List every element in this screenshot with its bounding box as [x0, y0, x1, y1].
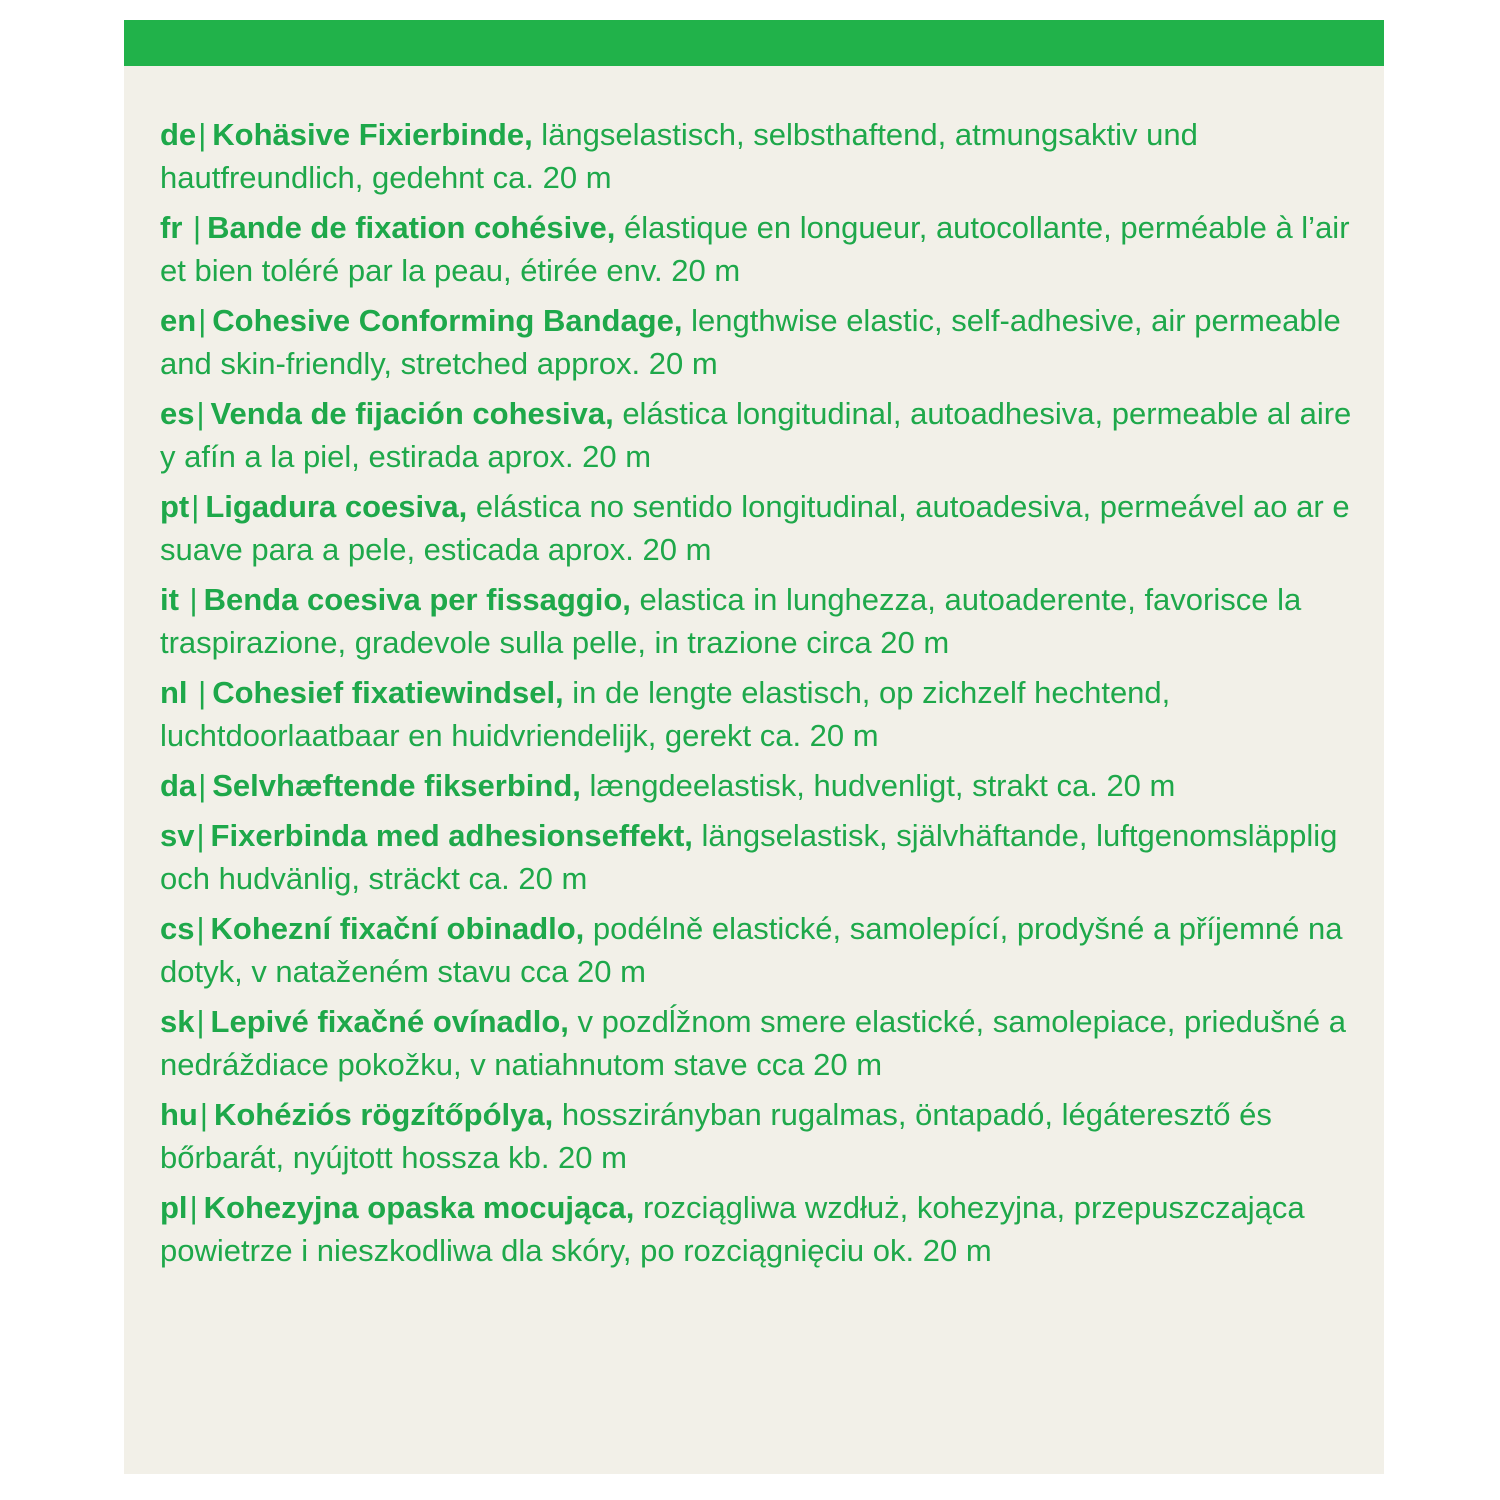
separator: | — [189, 1190, 198, 1225]
language-code: es — [160, 396, 195, 431]
entry-da — [160, 764, 1360, 807]
language-code: fr — [160, 210, 183, 245]
product-description: v pozdĺžnom smere elastické, samolepiace, priedušné a nedráždiace pokožku, v natiahnutom stave cca 20 m — [160, 1004, 1346, 1082]
language-code: hu — [160, 1097, 198, 1132]
entry-fr — [160, 206, 1360, 292]
product-title: Ligadura coesiva, — [205, 489, 468, 524]
product-title: Kohéziós rögzítőpólya, — [213, 1097, 554, 1132]
entry-hu — [160, 1093, 1360, 1179]
entry-it — [160, 578, 1360, 664]
language-code: nl — [160, 675, 188, 710]
green-header-band — [124, 20, 1384, 66]
product-description: lengthwise elastic, self-adhesive, air permeable and skin-friendly, stretched approx. 20 m — [160, 303, 1341, 381]
language-code: de — [160, 117, 197, 152]
product-title: Cohesive Conforming Bandage, — [212, 303, 683, 338]
product-title: Venda de fijación cohesiva, — [210, 396, 614, 431]
product-description: längselastisch, selbsthaftend, atmungsaktiv und hautfreundlich, gedehnt ca. 20 m — [160, 117, 1198, 195]
product-title: Kohezyjna opaska mocująca, — [203, 1190, 635, 1225]
separator: | — [199, 1097, 208, 1132]
label-panel — [124, 20, 1384, 1474]
product-title: Benda coesiva per fissaggio, — [203, 582, 631, 617]
separator: | — [198, 303, 207, 338]
separator: | — [196, 818, 205, 853]
separator: | — [198, 768, 207, 803]
language-code: da — [160, 768, 197, 803]
product-description: elástica longitudinal, autoadhesiva, permeable al aire y afín a la piel, estirada aprox. 20 m — [160, 396, 1352, 474]
entry-nl — [160, 671, 1360, 757]
separator: | — [189, 675, 207, 710]
language-code: it — [160, 582, 179, 617]
product-description: elástica no sentido longitudinal, autoadesiva, permeável ao ar e suave para a pele, esticada aprox. 20 m — [160, 489, 1350, 567]
product-title: Kohezní fixační obinadlo, — [210, 911, 585, 946]
separator: | — [198, 117, 207, 152]
language-code: en — [160, 303, 197, 338]
product-title: Bande de fixation cohésive, — [207, 210, 616, 245]
product-title: Cohesief fixatiewindsel, — [212, 675, 564, 710]
language-code: sv — [160, 818, 195, 853]
language-code: cs — [160, 911, 195, 946]
entry-es — [160, 392, 1360, 478]
separator: | — [191, 489, 200, 524]
product-description: in de lengte elastisch, op zichzelf hechtend, luchtdoorlaatbaar en huidvriendelijk, gerekt ca. 20 m — [160, 675, 1171, 753]
product-description: elastica in lunghezza, autoaderente, favorisce la traspirazione, gradevole sulla pelle, in trazione circa 20 m — [160, 582, 1302, 660]
entry-cs — [160, 907, 1360, 993]
entry-en — [160, 299, 1360, 385]
entry-sk — [160, 1000, 1360, 1086]
language-code: pt — [160, 489, 190, 524]
language-code: sk — [160, 1004, 195, 1039]
product-title: Lepivé fixačné ovínadlo, — [210, 1004, 569, 1039]
product-description: élastique en longueur, autocollante, perméable à l’air et bien toléré par la peau, étirée env. 20 m — [160, 210, 1350, 288]
product-title: Selvhæftende fikserbind, — [212, 768, 581, 803]
entry-sv — [160, 814, 1360, 900]
separator: | — [184, 210, 202, 245]
product-description: rozciągliwa wzdłuż, kohezyjna, przepuszczająca powietrze i nieszkodliwa dla skóry, po rozciągnięciu ok. 20 m — [160, 1190, 1305, 1268]
separator: | — [180, 582, 198, 617]
product-description: hosszirányban rugalmas, öntapadó, légáteresztő és bőrbarát, nyújtott hossza kb. 20 m — [160, 1097, 1272, 1175]
separator: | — [196, 1004, 205, 1039]
separator: | — [196, 911, 205, 946]
product-description: längselastisk, självhäftande, luftgenomsläpplig och hudvänlig, sträckt ca. 20 m — [160, 818, 1338, 896]
product-title: Fixerbinda med adhesionseffekt, — [210, 818, 693, 853]
separator: | — [196, 396, 205, 431]
entry-pt — [160, 485, 1360, 571]
entry-de — [160, 113, 1360, 199]
product-title: Kohäsive Fixierbinde, — [212, 117, 533, 152]
product-description: længdeelastisk, hudvenligt, strakt ca. 20 m — [580, 768, 1176, 803]
entry-pl — [160, 1186, 1360, 1272]
multilingual-description — [160, 113, 1360, 1279]
language-code: pl — [160, 1190, 188, 1225]
product-description: podélně elastické, samolepící, prodyšné a příjemné na dotyk, v nataženém stavu cca 20 m — [160, 911, 1343, 989]
